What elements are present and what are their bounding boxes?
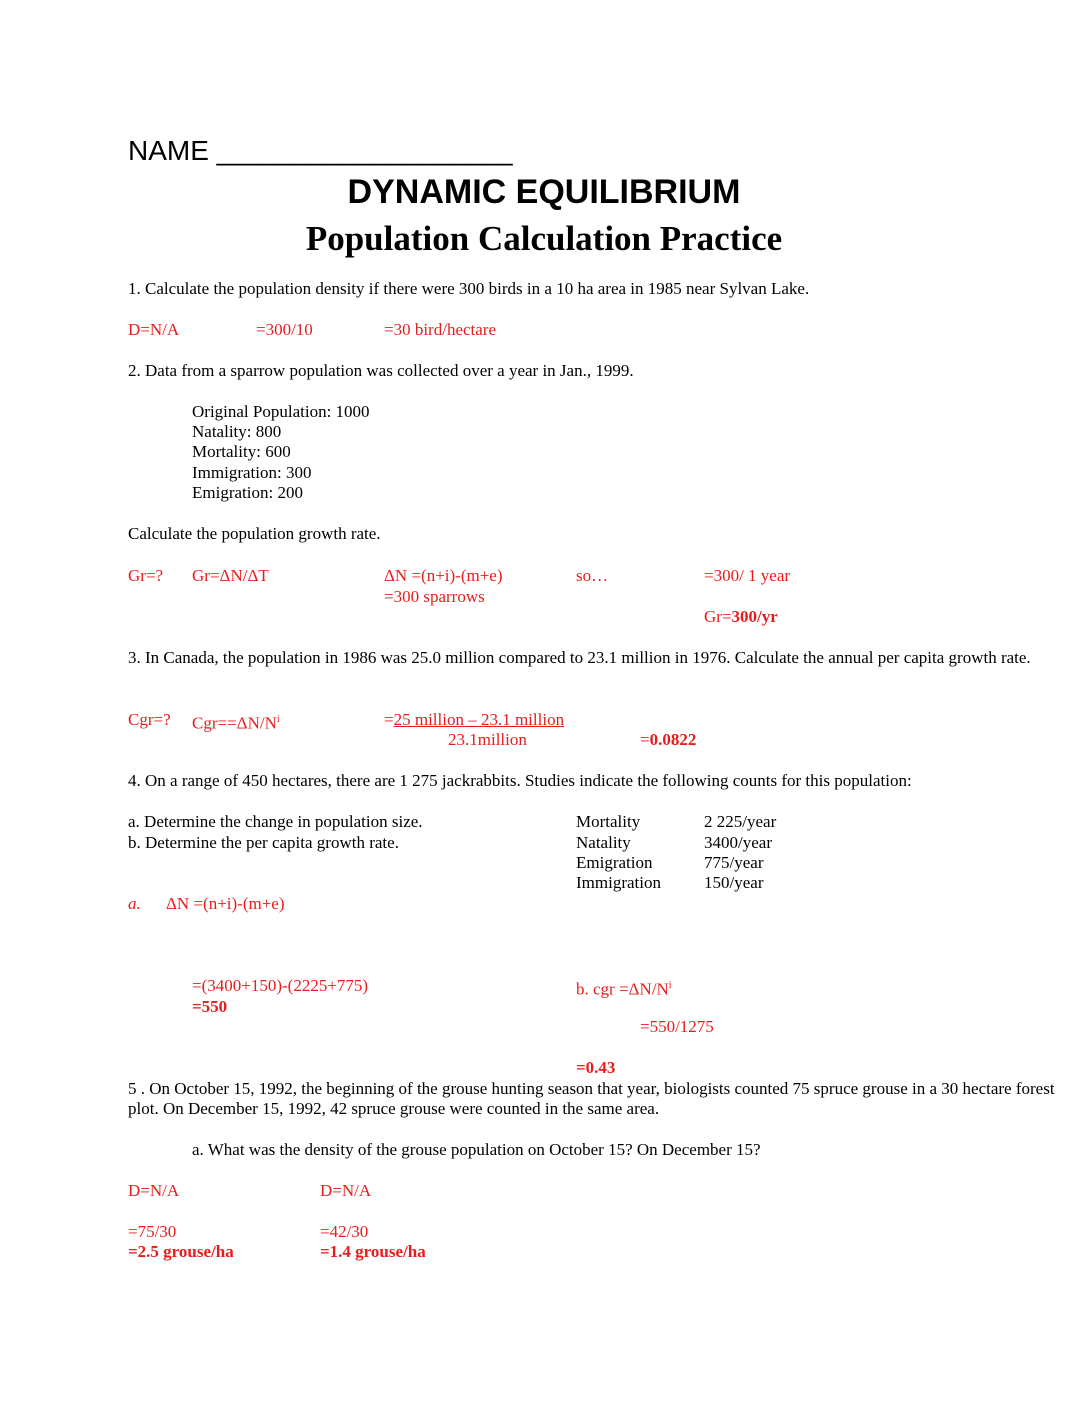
q2-data-item: Emigration: 200 <box>192 483 303 502</box>
question-3-text: 3. In Canada, the population in 1986 was 25.0 million compared to 23.1 million in 1976. Calculate the annual per capita growth rate. <box>128 648 1031 667</box>
q1-answer-formula: D=N/A <box>128 320 180 339</box>
question-1-text: 1. Calculate the population density if there were 300 birds in a 10 ha area in 1985 near Sylvan Lake. <box>128 279 810 298</box>
q3-answer-formula <box>192 710 280 734</box>
q2-data-item: Natality: 800 <box>192 422 282 441</box>
q2-answer-unknown: Gr=? <box>128 566 164 585</box>
q2-answer-rate: =300/ 1 year <box>704 566 791 585</box>
q4-answer-a-formula: ΔN =(n+i)-(m+e) <box>166 894 285 913</box>
q3-formula-text: Cgr==ΔN/N <box>192 713 277 733</box>
q4-answer-b-formula <box>576 976 672 1000</box>
question-4-text: 4. On a range of 450 hectares, there are 1 275 jackrabbits. Studies indicate the following counts for this population: <box>128 771 912 790</box>
q5-dec-formula: D=N/A <box>320 1181 372 1200</box>
q2-answer-so: so… <box>576 566 609 585</box>
q5-oct-formula: D=N/A <box>128 1181 180 1200</box>
q3-numerator-prefix: = <box>384 710 394 729</box>
q3-answer-fraction-numerator <box>384 710 564 730</box>
q4-table-value: 775/year <box>704 853 764 872</box>
q2-data-item: Original Population: 1000 <box>192 402 370 421</box>
q3-answer-fraction-denominator: 23.1million <box>448 730 527 749</box>
q4-answer-a-calc: =(3400+150)-(2225+775) <box>192 976 369 995</box>
q4-answer-a-result: =550 <box>192 997 228 1016</box>
q4-b-formula-text: b. cgr =ΔN/N <box>576 979 669 999</box>
q2-data-item: Mortality: 600 <box>192 442 291 461</box>
q4-answer-b-calc: =550/1275 <box>640 1017 714 1036</box>
q3-answer-unknown: Cgr=? <box>128 710 171 729</box>
q3-formula-superscript: i <box>276 714 280 725</box>
q2-answer-formula: Gr=ΔN/ΔT <box>192 566 269 585</box>
q5-oct-result: =2.5 grouse/ha <box>128 1242 234 1261</box>
q2-answer-final <box>704 607 778 627</box>
question-2-text: 2. Data from a sparrow population was collected over a year in Jan., 1999. <box>128 361 634 380</box>
name-field[interactable]: NAME ___________________ <box>128 135 513 166</box>
q5-dec-calc: =42/30 <box>320 1222 369 1241</box>
q4-table-label: Natality <box>576 833 631 852</box>
document-title: DYNAMIC EQUILIBRIUM <box>347 173 741 211</box>
q4-table-value: 150/year <box>704 873 764 892</box>
q2-final-prefix: Gr= <box>704 607 732 626</box>
q3-result-value: 0.0822 <box>649 730 697 749</box>
q2-data-item: Immigration: 300 <box>192 463 312 482</box>
q2-answer-sparrows: =300 sparrows <box>384 587 485 606</box>
q3-numerator-text: 25 million – 23.1 million <box>393 710 565 729</box>
q2-final-value: 300/yr <box>731 607 778 626</box>
q5-part-a: a. What was the density of the grouse population on October 15? On December 15? <box>192 1140 761 1159</box>
q4-part-a: a. Determine the change in population size. <box>128 812 423 831</box>
q5-oct-calc: =75/30 <box>128 1222 177 1241</box>
q4-part-b: b. Determine the per capita growth rate. <box>128 833 399 852</box>
q3-result-prefix: = <box>640 730 650 749</box>
q4-table-label: Immigration <box>576 873 661 892</box>
q4-table-value: 2 225/year <box>704 812 777 831</box>
q2-prompt: Calculate the population growth rate. <box>128 524 381 543</box>
q1-answer-result: =30 bird/hectare <box>384 320 497 339</box>
q4-b-formula-superscript: i <box>668 980 672 991</box>
q5-dec-result: =1.4 grouse/ha <box>320 1242 426 1261</box>
document-subtitle: Population Calculation Practice <box>305 219 783 258</box>
q4-table-value: 3400/year <box>704 833 772 852</box>
q2-answer-delta-n: ΔN =(n+i)-(m+e) <box>384 566 503 585</box>
q4-table-label: Mortality <box>576 812 641 831</box>
q3-answer-result <box>640 730 696 750</box>
question-5-text: 5 . On October 15, 1992, the beginning of the grouse hunting season that year, biologists counted 75 spruce grouse in a 30 hectare forest plot. On December 15, 1992, 42 spruce grouse were counted in the same area. <box>128 1079 1055 1118</box>
q4-answer-a-label: a. <box>128 894 141 913</box>
q1-answer-substitution: =300/10 <box>256 320 313 339</box>
q4-table-label: Emigration <box>576 853 653 872</box>
q4-answer-b-result: =0.43 <box>576 1058 616 1077</box>
